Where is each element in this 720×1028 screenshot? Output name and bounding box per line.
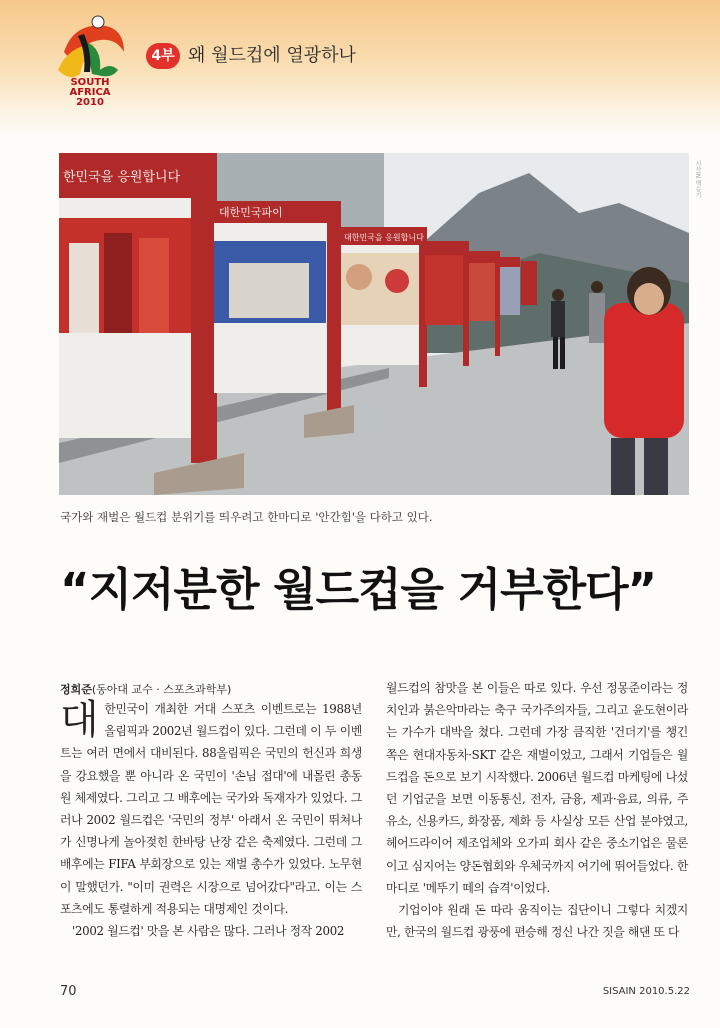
- logo-year: 2010: [76, 97, 104, 108]
- headline: “지저분한 월드컵을 거부한다”: [60, 563, 657, 616]
- body-text: 한민국이 개최한 거대 스포츠 이벤트로는 1988년 올림픽과 2002년 월드컵이 있다. 그런데 이 두 이벤트는 여러 면에서 대비된다. 88올림픽은 국민의 헌신과 희생을 강요했을 뿐 아니라 온 국민이 '손님 접대'에 내몰린 총동원 체제였다. 그리고 그 배후에는 국가와 독재자가 있었다. 그러나 2002 월드컵은 '국민의 정부' 아래서 온 국민이 뛰쳐나가 신명나게 놀아젖힌 한바탕 난장 같은 축제였다. 그런데 그 배후에는 FIFA 부회장으로 있는 재벌 총수가 있었다. 노무현이 말했던가. "이미 권력은 시장으로 넘어갔다"라고. 이는 스포츠에도 통렬하게 적용되는 대명제인 것이다.: [60, 702, 362, 916]
- photo-illustration: [59, 153, 689, 495]
- logo-text: [50, 78, 130, 108]
- photo-caption: 국가와 재벌은 월드컵 분위기를 띄우려고 한마디로 '안간힘'을 다하고 있다.: [60, 510, 433, 524]
- dropcap: 대: [60, 697, 99, 743]
- article-column-left: [60, 698, 362, 942]
- body-paragraph: 월드컵의 참맛을 본 이들은 따로 있다. 우선 정몽준이라는 정치인과 붉은악마라는 축구 국가주의자들, 그리고 윤도현이라는 가수가 대박을 쳤다. 그런데 가장 큼직한 '건더기'를 챙긴 쪽은 현대자동차·SKT 같은 재벌이었고, 그래서 기업들은 월드컵을 돈으로 보기 시작했다. 2006년 월드컵 마케팅에 나섰던 기업군을 보면 이동통신, 전자, 금융, 제과·음료, 의류, 주유소, 신용카드, 화장품, 제화 등 사실상 모든 산업 분야였고, 헤어드라이어 제조업체와 오가피 회사 같은 중소기업은 물론이고 심지어는 양돈협회와 우체국까지 여기에 뛰어들었다. 한마디로 '메뚜기 떼의 습격'이었다.: [386, 681, 688, 895]
- sign-text-2: 대한민국파이: [219, 206, 283, 219]
- byline-author: 정희준: [60, 683, 92, 696]
- body-paragraph: [60, 698, 362, 920]
- logo-figure-green: [86, 42, 118, 76]
- byline: [60, 681, 231, 697]
- banner-panel-3: [341, 227, 427, 387]
- page-number: 70: [60, 984, 77, 999]
- issue-info: SISAIN 2010.5.22: [602, 986, 690, 997]
- series-title: 왜 월드컵에 열광하나: [188, 45, 356, 66]
- street-exhibition-photo: [59, 153, 689, 495]
- logo-line-1: SOUTH: [70, 77, 110, 88]
- soccer-ball-icon: [92, 16, 104, 28]
- part-badge: 4부: [146, 43, 180, 69]
- logo-line-2: AFRICA: [69, 87, 111, 98]
- body-paragraph: '2002 월드컵' 맛을 본 사람은 많다. 그러나 정작 2002: [72, 924, 345, 939]
- body-paragraph: 기업이야 원래 돈 따라 움직이는 집단이니 그렇다 치겠지만, 한국의 월드컵 광풍에 편승해 정신 나간 짓을 해댄 또 다: [386, 903, 688, 940]
- article-column-right: [386, 677, 688, 943]
- photo-credit: 시사IN 백승기: [694, 160, 701, 199]
- sign-text-1: 한민국을 응원합니다: [63, 170, 181, 185]
- sign-text-3: 대한민국을 응원합니다: [344, 233, 424, 242]
- byline-affiliation: (동아대 교수 · 스포츠과학부): [91, 683, 232, 696]
